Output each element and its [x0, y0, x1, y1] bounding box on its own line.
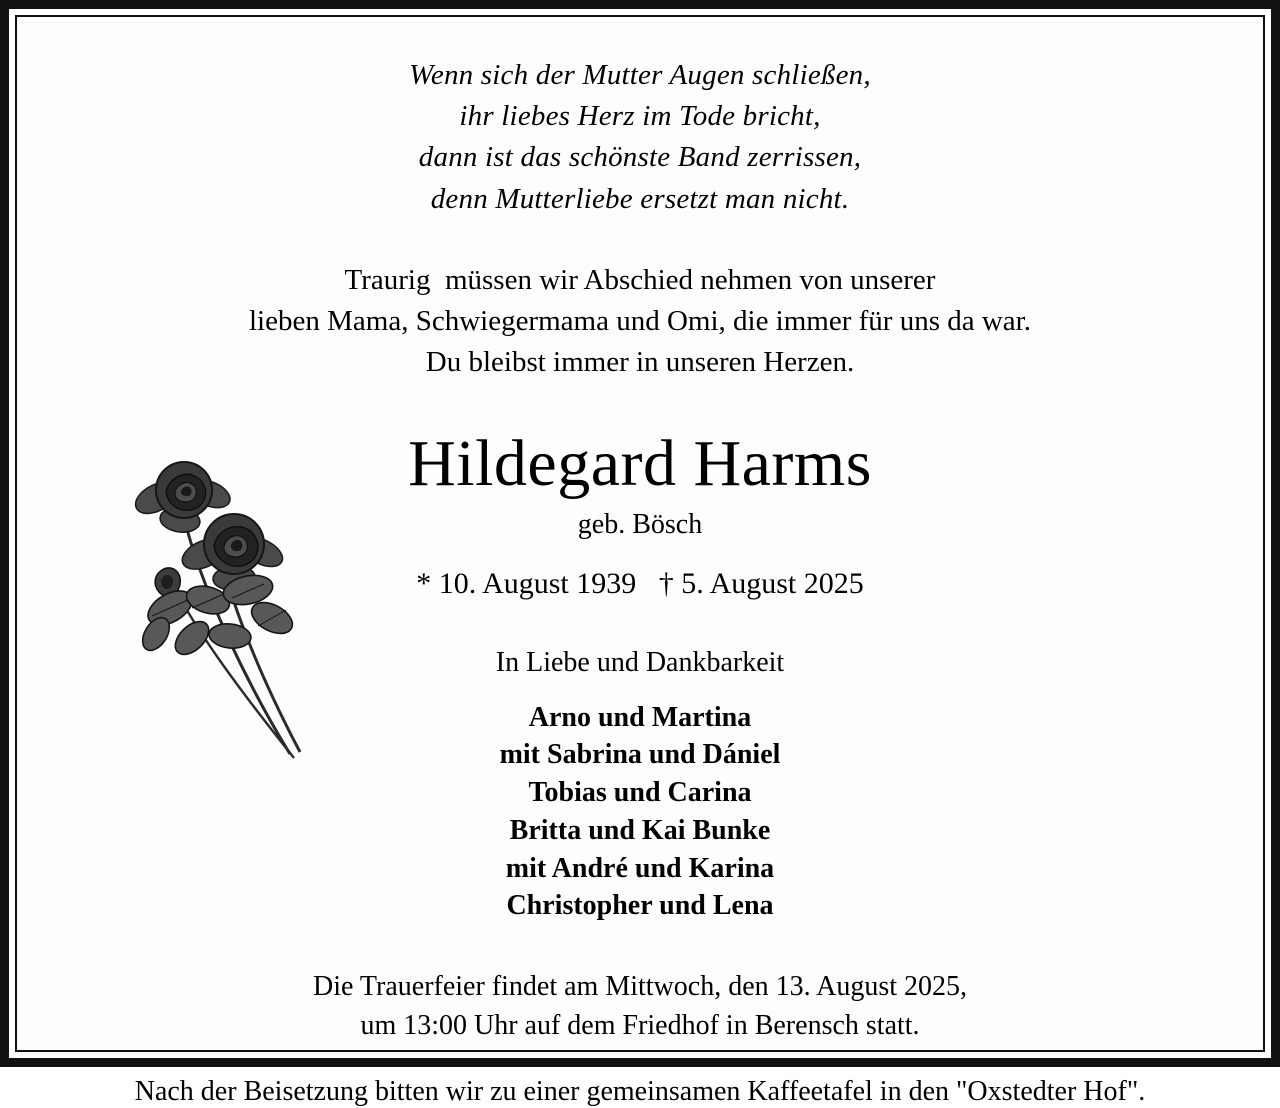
family-member-line: mit André und Karina	[505, 852, 775, 884]
family-member-line: Arno und Martina	[528, 701, 752, 733]
poem-line: Wenn sich der Mutter Augen schließen,	[409, 59, 871, 91]
intro-line: Du bleibst immer in unseren Herzen.	[425, 346, 855, 379]
dedication-text: In Liebe und Dankbarkeit	[495, 646, 785, 678]
obituary-inner-frame	[15, 15, 1265, 1107]
ceremony-line: um 13:00 Uhr auf dem Friedhof in Berensch statt.	[360, 1010, 920, 1042]
ceremony-block	[47, 967, 1233, 1045]
family-member-line: Britta und Kai Bunke	[509, 814, 771, 846]
deceased-name: Hildegard Harms	[408, 427, 872, 501]
family-member-line: mit Sabrina und Dániel	[499, 739, 781, 771]
ceremony-line: Die Trauerfeier findet am Mittwoch, den 13. August 2025,	[312, 971, 967, 1003]
intro-line: lieben Mama, Schwiegermama und Omi, die immer für uns da war.	[249, 304, 1031, 337]
poem-line: dann ist das schönste Band zerrissen,	[418, 141, 862, 174]
maiden-name: geb. Bösch	[577, 508, 703, 540]
poem-block	[47, 55, 1233, 220]
intro-line: Traurig müssen wir Abschied nehmen von unserer	[344, 263, 936, 296]
intro-block	[47, 260, 1233, 384]
family-member-line: Christopher und Lena	[506, 890, 774, 922]
poem-line: ihr liebes Herz im Tode bricht,	[459, 100, 821, 133]
rose-bouquet-icon	[122, 422, 332, 782]
birth-death-dates: * 10. August 1939 † 5. August 2025	[416, 566, 864, 600]
family-member-line: Tobias und Carina	[528, 777, 752, 809]
closing-note: Nach der Beisetzung bitten wir zu einer gemeinsamen Kaffeetafel in den "Oxstedter Hof".	[134, 1075, 1146, 1107]
poem-line: denn Mutterliebe ersetzt man nicht.	[430, 182, 850, 215]
